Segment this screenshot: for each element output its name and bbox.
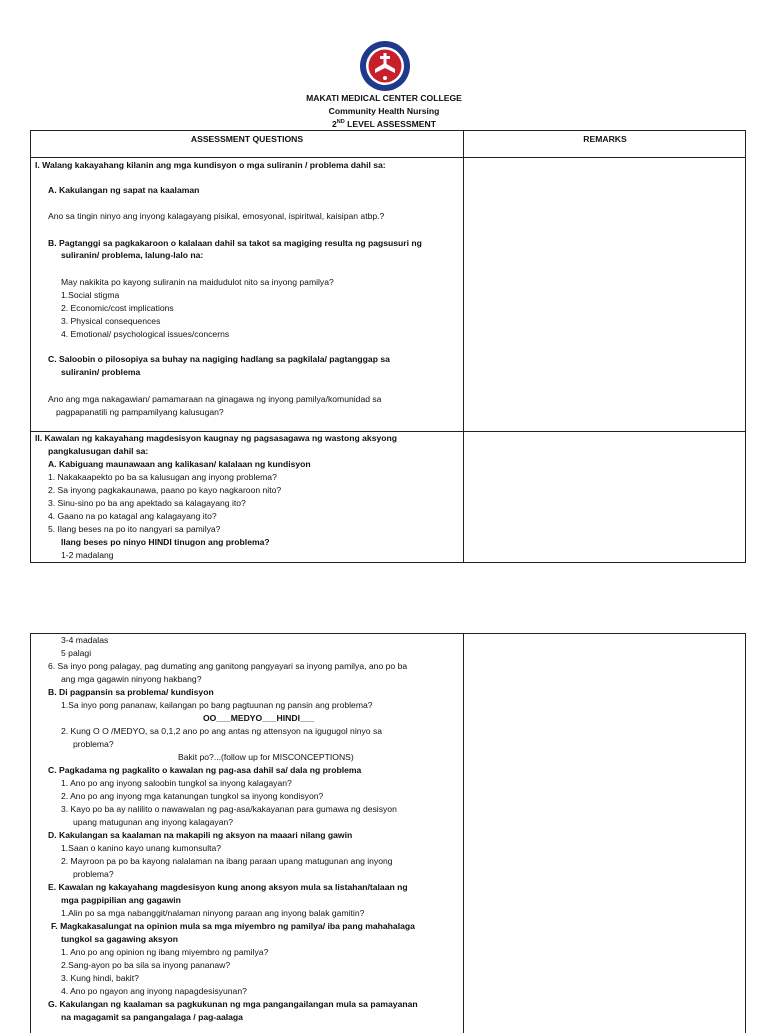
subsection-heading: C. Saloobin o pilosopiya sa buhay na nagiging hadlang sa pagkilala/ pagtanggap sa	[48, 354, 390, 364]
list-item-cont: ang mga gagawin ninyong hakbang?	[61, 674, 202, 684]
course-title: Community Health Nursing	[328, 106, 440, 116]
section-heading: II. Kawalan ng kakayahang magdesisyon kaugnay ng pagsasagawa ng wastong aksyong	[35, 433, 398, 443]
list-item: 3. Kung hindi, bakit?	[61, 973, 139, 983]
list-item: 2.Sang-ayon po ba sila sa inyong pananaw?	[61, 960, 231, 970]
list-item-cont: problema?	[73, 739, 114, 749]
section-heading: I. Walang kakayahang kilanin ang mga kundisyon o mga suliranin / problema dahil sa:	[35, 160, 386, 170]
subsection-heading-cont: na magagamit sa pangangalaga / pag-aalaga	[61, 1012, 243, 1022]
subsection-heading: A. Kabiguang maunawaan ang kalikasan/ kalalaan ng kundisyon	[48, 459, 311, 469]
list-item: 5 palagi	[61, 648, 92, 658]
list-item: 6. Sa inyo pong palagay, pag dumating ang ganitong pangyayari sa inyong pamilya, ano po ba	[48, 661, 408, 671]
question-line: Ano ang mga nakagawian/ pamamaraan na ginagawa ng inyong pamilya/komunidad sa	[48, 394, 382, 404]
follow-up-note: Bakit po?...(follow up for MISCONCEPTIONS)	[178, 752, 354, 762]
assessment-level-title: 2ND LEVEL ASSESSMENT	[332, 119, 436, 129]
assessment-table-page1	[30, 130, 746, 563]
header-row-divider	[31, 157, 745, 158]
column-divider	[463, 131, 464, 562]
section-heading-cont: pangkalusugan dahil sa:	[48, 446, 149, 456]
assessment-table-page2	[30, 633, 746, 1033]
college-seal-logo	[359, 40, 411, 92]
column-header-questions: ASSESSMENT QUESTIONS	[190, 134, 304, 144]
subsection-heading: C. Pagkadama ng pagkalito o kawalan ng pag-asa dahil sa/ dala ng problema	[48, 765, 362, 775]
list-item: 3. Physical consequences	[61, 316, 161, 326]
list-item-cont: problema?	[73, 869, 114, 879]
list-item-cont: upang matugunan ang inyong kalagayan?	[73, 817, 234, 827]
question-line: May nakikita po kayong suliranin na maidudulot nito sa inyong pamilya?	[61, 277, 334, 287]
list-item: 1. Nakakaapekto po ba sa kalusugan ang inyong problema?	[48, 472, 277, 482]
college-name: MAKATI MEDICAL CENTER COLLEGE	[306, 93, 462, 103]
subsection-heading: D. Kakulangan sa kaalaman na makapili ng aksyon na maaari nilang gawin	[48, 830, 353, 840]
list-item: 4. Emotional/ psychological issues/concerns	[61, 329, 230, 339]
list-item: 3. Sinu-sino po ba ang apektado sa kalagayang ito?	[48, 498, 246, 508]
subsection-heading: F. Magkakasalungat na opinion mula sa mga miyembro ng pamilya/ iba pang mahahalaga	[51, 921, 415, 931]
column-divider	[463, 634, 464, 1033]
subsection-heading-cont: suliranin/ problema, lalung-lalo na:	[61, 250, 204, 260]
question-line: Ilang beses po ninyo HINDI tinugon ang problema?	[61, 537, 270, 547]
list-item: 2. Sa inyong pagkakaunawa, paano po kayo nagkaroon nito?	[48, 485, 282, 495]
list-item: 1. Ano po ang opinion ng ibang miyembro ng pamilya?	[61, 947, 269, 957]
question-line-cont: pagpapanatili ng pampamilyang kalusugan?	[56, 407, 224, 417]
list-item: 2. Ano po ang inyong mga katanungan tungkol sa inyong kondisyon?	[61, 791, 324, 801]
question-line: Ano sa tingin ninyo ang inyong kalagayang pisikal, emosyonal, ispiritwal, kaisipan atbp.?	[48, 211, 385, 221]
list-item: 1.Saan o kanino kayo unang kumonsulta?	[61, 843, 222, 853]
subsection-heading: E. Kawalan ng kakayahang magdesisyon kung anong aksyon mula sa listahan/talaan ng	[48, 882, 408, 892]
list-item: 4. Gaano na po katagal ang kalagayang ito?	[48, 511, 217, 521]
answer-options: OO___MEDYO___HINDI___	[203, 713, 315, 723]
column-header-remarks: REMARKS	[583, 134, 627, 144]
list-item: 3. Kayo po ba ay nalilito o nawawalan ng pag-asa/kakayanan para gumawa ng desisyon	[61, 804, 397, 814]
list-item: 5. Ilang beses na po ito nangyari sa pamilya?	[48, 524, 221, 534]
subsection-heading: G. Kakulangan ng kaalaman sa pagkukunan ng mga pangangailangan mula sa pamayanan	[48, 999, 418, 1009]
list-item: 1. Ano po ang inyong saloobin tungkol sa inyong kalagayan?	[61, 778, 292, 788]
list-item: 2. Kung O O /MEDYO, sa 0,1,2 ano po ang antas ng attensyon na igugugol ninyo sa	[61, 726, 383, 736]
subsection-heading-cont: suliranin/ problema	[61, 367, 141, 377]
subsection-heading: A. Kakulangan ng sapat na kaalaman	[48, 185, 200, 195]
list-item: 1.Social stigma	[61, 290, 120, 300]
list-item: 1-2 madalang	[61, 550, 114, 560]
subsection-heading: B. Di pagpansin sa problema/ kundisyon	[48, 687, 214, 697]
subsection-heading-cont: mga pagpipilian ang gagawin	[61, 895, 181, 905]
subsection-heading-cont: tungkol sa gagawing aksyon	[61, 934, 178, 944]
list-item: 1.Sa inyo pong pananaw, kailangan po bang pagtuunan ng pansin ang problema?	[61, 700, 373, 710]
list-item: 3-4 madalas	[61, 635, 109, 645]
list-item: 2. Economic/cost implications	[61, 303, 174, 313]
list-item: 4. Ano po ngayon ang inyong napagdesisyunan?	[61, 986, 247, 996]
list-item: 1.Alin po sa mga nabanggit/nalaman ninyong paraan ang inyong balak gamitin?	[61, 908, 365, 918]
list-item: 2. Mayroon pa po ba kayong nalalaman na ibang paraan upang matugunan ang inyong	[61, 856, 393, 866]
subsection-heading: B. Pagtanggi sa pagkakaroon o kalalaan dahil sa takot sa magiging resulta ng pagsusuri ng	[48, 238, 422, 248]
